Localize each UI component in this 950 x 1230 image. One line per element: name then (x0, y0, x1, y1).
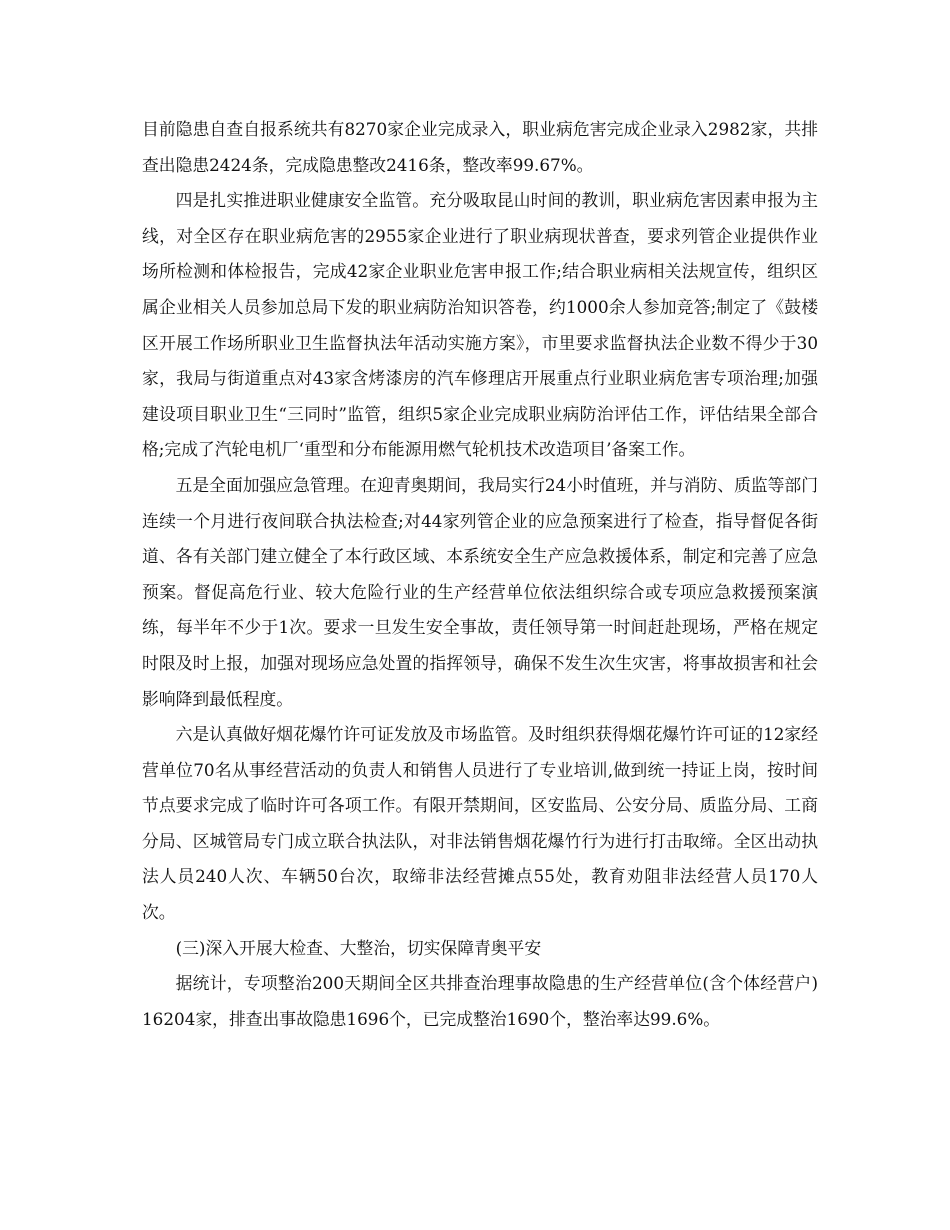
paragraph-hazard-self-report-summary: 目前隐患自查自报系统共有8270家企业完成录入，职业病危害完成企业录入2982家，共排查出隐患2424条，完成隐患整改2416条，整改率99.67%。 (142, 119, 818, 175)
paragraph-rectification-statistics: 据统计，专项整治200天期间全区共排查治理事故隐患的生产经营单位(含个体经营户)16204家，排查出事故隐患1696个，已完成整治1690个，整治率达99.6%。 (142, 973, 818, 1029)
paragraph-occupational-health-supervision: 四是扎实推进职业健康安全监管。充分吸取昆山时间的教训，职业病危害因素申报为主线，对全区存在职业病危害的2955家企业进行了职业病现状普查，要求列管企业提供作业场所检测和体检报告，完成42家企业职业危害申报工作;结合职业病相关法规宣传，组织区属企业相关人员参加总局下发的职业病防治知识答卷，约1000余人参加竞答;制定了《鼓楼区开展工作场所职业卫生监督执法年活动实施方案》，市里要求监督执法企业数不得少于30家，我局与街道重点对43家含烤漆房的汽车修理店开展重点行业职业病危害专项治理;加强建设项目职业卫生“三同时”监管，组织5家企业完成职业病防治评估工作，评估结果全部合格;完成了汽轮电机厂‘重型和分布能源用燃气轮机技术改造项目’备案工作。 (142, 190, 818, 460)
document-body (142, 112, 818, 1037)
paragraph-fireworks-licensing: 六是认真做好烟花爆竹许可证发放及市场监管。及时组织获得烟花爆竹许可证的12家经营单位70名从事经营活动的负责人和销售人员进行了专业培训,做到统一持证上岗，按时间节点要求完成了临时许可各项工作。有限开禁期间，区安监局、公安分局、质监分局、工商分局、区城管局专门成立联合执法队，对非法销售烟花爆竹行为进行打击取缔。全区出动执法人员240人次、车辆50台次，取缔非法经营摊点55处，教育劝阻非法经营人员170人次。 (142, 724, 818, 923)
section-heading-inspection-rectification: (三)深入开展大检查、大整治，切实保障青奥平安 (175, 937, 542, 958)
paragraph-emergency-management: 五是全面加强应急管理。在迎青奥期间，我局实行24小时值班，并与消防、质监等部门连续一个月进行夜间联合执法检查;对44家列管企业的应急预案进行了检查，指导督促各街道、各有关部门建立健全了本行政区域、本系统安全生产应急救援体系，制定和完善了应急预案。督促高危行业、较大危险行业的生产经营单位依法组织综合或专项应急救援预案演练，每半年不少于1次。要求一旦发生安全事故，责任领导第一时间赶赴现场，严格在规定时限及时上报，加强对现场应急处置的指挥领导，确保不发生次生灾害，将事故损害和社会影响降到最低程度。 (142, 474, 818, 709)
